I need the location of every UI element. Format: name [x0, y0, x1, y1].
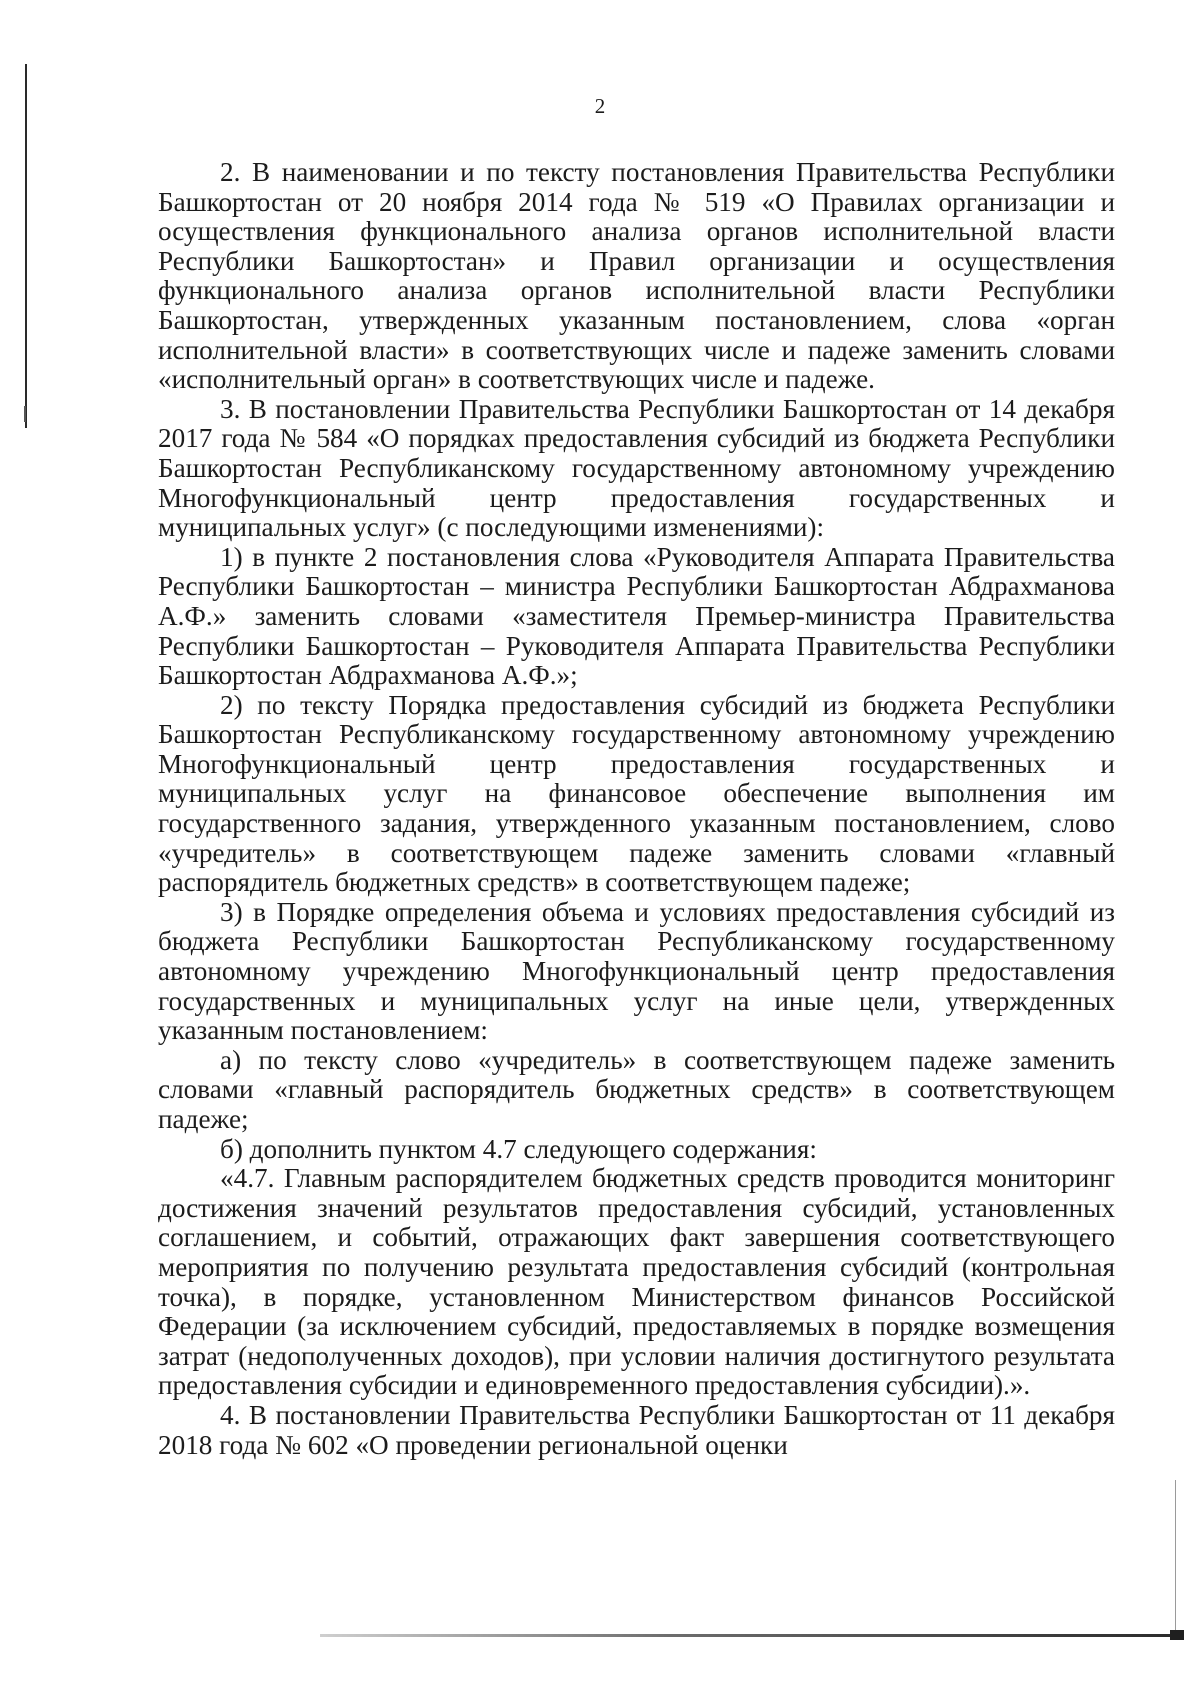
document-body	[158, 158, 1115, 1460]
subparagraph-3: 3) в Порядке определения объема и условиях предоставления субсидий из бюджета Республики Башкортостан Республиканскому государственному автономному учреждению Многофункциональный центр предоставления государственных и муниципальных услуг на иные цели, утвержденных указанным постановлением:	[158, 896, 1115, 1046]
paragraph-item-3: 3. В постановлении Правительства Республики Башкортостан от 14 декабря 2017 года № 584 «О порядках предоставления субсидий из бюджета Республики Башкортостан Республиканскому государственному автономному учреждению Многофункциональный центр предоставления государственных и муниципальных услуг» (с последующими изменениями):	[158, 393, 1115, 543]
paragraph-item-4: 4. В постановлении Правительства Республики Башкортостан от 11 декабря 2018 года № 602 «О проведении региональной оценки	[158, 1399, 1115, 1460]
scan-mark-left	[24, 406, 26, 422]
subparagraph-1: 1) в пункте 2 постановления слова «Руководителя Аппарата Правительства Республики Башкортостан – министра Республики Башкортостан Абдрахманова А.Ф.» заменить словами «заместителя Премьер-министра Правительства Республики Башкортостан – Руководителя Аппарата Правительства Республики Башкортостан Абдрахманова А.Ф.»;	[158, 541, 1115, 691]
quoted-clause-4-7: «4.7. Главным распорядителем бюджетных средств проводится мониторинг достижения значений результатов предоставления субсидий, установленных соглашением, и событий, отражающих факт завершения соответствующего мероприятия по получению результата предоставления субсидий (контрольная точка), в порядке, установленном Министерством финансов Российской Федерации (за исключением субсидий, предоставляемых в порядке возмещения затрат (недополученных доходов), при условии наличия достигнутого результата предоставления субсидии и единовременного предоставления субсидии).».	[158, 1163, 1115, 1401]
subparagraph-3a: а) по тексту слово «учредитель» в соответствующем падеже заменить словами «главный распорядитель бюджетных средств» в соответствующем падеже;	[158, 1044, 1115, 1134]
subparagraph-2: 2) по тексту Порядка предоставления субсидий из бюджета Республики Башкортостан Республиканскому государственному автономному учреждению Многофункциональный центр предоставления государственных и муниципальных услуг на финансовое обеспечение выполнения им государственного задания, утвержденного указанным постановлением, слово «учредитель» в соответствующем падеже заменить словами «главный распорядитель бюджетных средств» в соответствующем падеже;	[158, 689, 1115, 898]
paragraph-item-2: 2. В наименовании и по тексту постановления Правительства Республики Башкортостан от 20 ноября 2014 года № 519 «О Правилах организации и осуществления функционального анализа органов исполнительной власти Республики Башкортостан» и Правил организации и осуществления функционального анализа органов исполнительной власти Республики Башкортостан, утвержденных указанным постановлением, слова «орган исполнительной власти» в соответствующих числе и падеже заменить словами «исполнительный орган» в соответствующих числе и падеже.	[158, 157, 1115, 395]
scan-edge-line-bottom	[320, 1634, 1183, 1637]
subparagraph-3b: б) дополнить пунктом 4.7 следующего содержания:	[220, 1133, 817, 1164]
scan-edge-corner	[1170, 1630, 1184, 1640]
scan-edge-line-right	[1175, 1480, 1176, 1630]
page-number: 2	[594, 94, 606, 118]
